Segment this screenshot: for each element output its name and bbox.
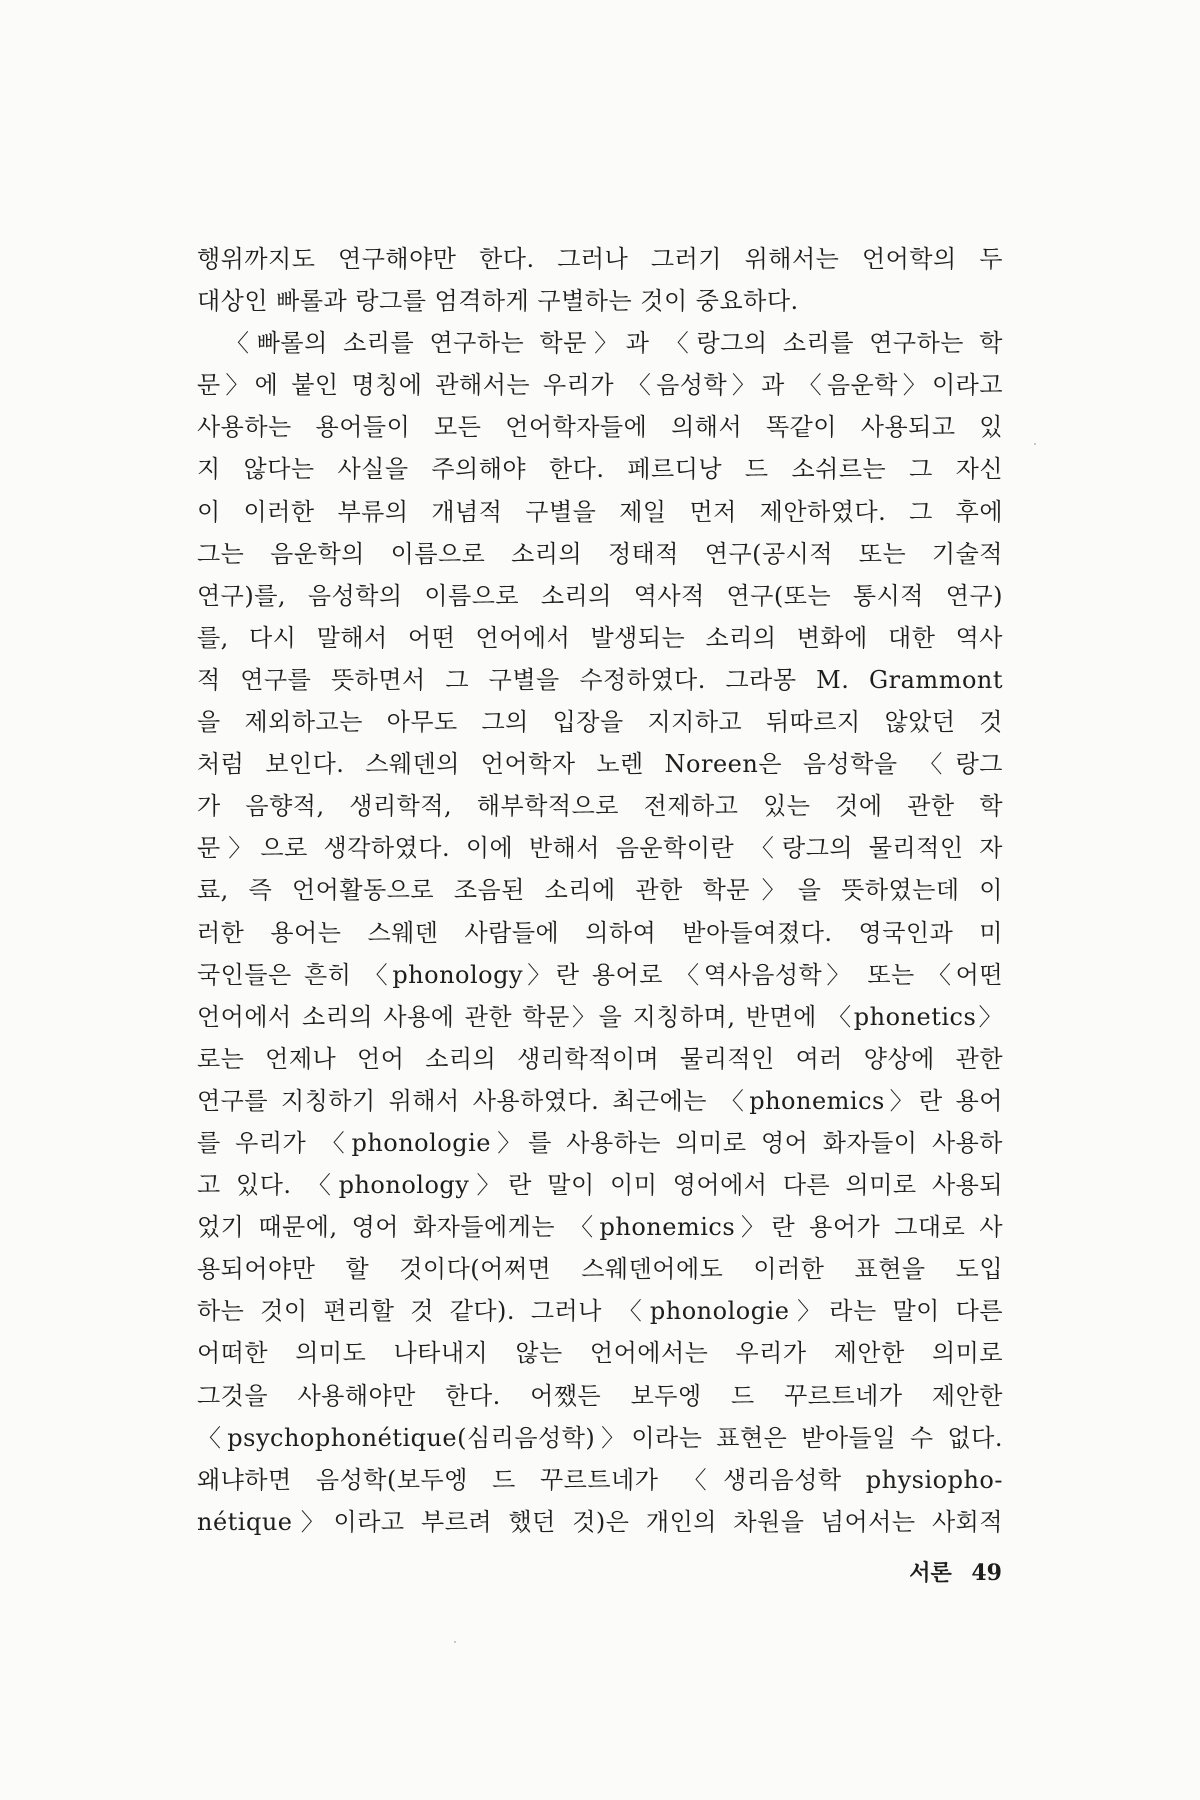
page-number: 49 xyxy=(971,1560,1002,1586)
text-line: 를, 다시 말해서 어떤 언어에서 발생되는 소리의 변화에 대한 역사 xyxy=(197,623,1003,652)
text-line: 대상인 빠롤과 랑그를 엄격하게 구별하는 것이 중요하다. xyxy=(197,287,799,316)
page-footer xyxy=(882,1556,1002,1587)
text-line: 문〉으로 생각하였다. 이에 반해서 음운학이란 〈랑그의 물리적인 자 xyxy=(197,834,1003,863)
text-line: 문〉에 붙인 명칭에 관해서는 우리가 〈음성학〉과 〈음운학〉이라고 xyxy=(197,371,1003,400)
text-line: 을 제외하고는 아무도 그의 입장을 지지하고 뒤따르지 않았던 것 xyxy=(197,708,1003,737)
text-line: 료, 즉 언어활동으로 조음된 소리에 관한 학문〉을 뜻하였는데 이 xyxy=(197,876,1003,905)
text-line: 〈빠롤의 소리를 연구하는 학문〉과 〈랑그의 소리를 연구하는 학 xyxy=(225,329,1003,358)
text-line: 언어에서 소리의 사용에 관한 학문〉을 지칭하며, 반면에 〈phonetics〉 xyxy=(197,1002,1003,1031)
text-line: 어떠한 의미도 나타내지 않는 언어에서는 우리가 제안한 의미로 xyxy=(197,1339,1003,1368)
text-line: 왜냐하면 음성학(보두엥 드 꾸르트네가 〈생리음성학 physiopho- xyxy=(197,1465,1003,1494)
text-line: 연구)를, 음성학의 이름으로 소리의 역사적 연구(또는 통시적 연구) xyxy=(197,581,1003,610)
text-line: 었기 때문에, 영어 화자들에게는 〈phonemics〉란 용어가 그대로 사 xyxy=(197,1213,1003,1242)
text-line: 용되어야만 할 것이다(어쩌면 스웨덴어에도 이러한 표현을 도입 xyxy=(197,1255,1003,1284)
text-line: 를 우리가 〈phonologie〉를 사용하는 의미로 영어 화자들이 사용하 xyxy=(197,1128,1003,1157)
text-line: nétique〉이라고 부르려 했던 것)은 개인의 차원을 넘어서는 사회적 xyxy=(197,1507,1003,1536)
text-line: 적 연구를 뜻하면서 그 구별을 수정하였다. 그라몽 M. Grammont xyxy=(197,665,1003,694)
text-line: 로는 언제나 언어 소리의 생리학적이며 물리적인 여러 양상에 관한 xyxy=(197,1044,1003,1073)
text-line: 사용하는 용어들이 모든 언어학자들에 의해서 똑같이 사용되고 있 xyxy=(197,413,1003,442)
text-line: 국인들은 흔히 〈phonology〉란 용어로 〈역사음성학〉 또는 〈어떤 xyxy=(197,960,1003,989)
text-line: 고 있다. 〈phonology〉란 말이 이미 영어에서 다른 의미로 사용되 xyxy=(197,1171,1003,1200)
scan-speck xyxy=(1034,443,1036,445)
text-line: 처럼 보인다. 스웨덴의 언어학자 노렌 Noreen은 음성학을 〈랑그 xyxy=(197,750,1003,779)
text-line: 그는 음운학의 이름으로 소리의 정태적 연구(공시적 또는 기술적 xyxy=(197,539,1003,568)
text-line: 그것을 사용해야만 한다. 어쨌든 보두엥 드 꾸르트네가 제안한 xyxy=(197,1381,1003,1410)
text-line: 가 음향적, 생리학적, 해부학적으로 전제하고 있는 것에 관한 학 xyxy=(197,792,1003,821)
text-line: 연구를 지칭하기 위해서 사용하였다. 최근에는 〈phonemics〉란 용어 xyxy=(197,1086,1003,1115)
text-line: 러한 용어는 스웨덴 사람들에 의하여 받아들여졌다. 영국인과 미 xyxy=(197,918,1003,947)
text-line: 행위까지도 연구해야만 한다. 그러나 그러기 위해서는 언어학의 두 xyxy=(197,245,1003,273)
text-line: 지 않다는 사실을 주의해야 한다. 페르디낭 드 소쉬르는 그 자신 xyxy=(197,455,1003,484)
text-line: 하는 것이 편리할 것 같다). 그러나 〈phonologie〉라는 말이 다른 xyxy=(197,1297,1003,1326)
body-text xyxy=(197,238,1003,1543)
scan-speck xyxy=(454,1641,456,1643)
section-title: 서론 xyxy=(909,1560,952,1586)
text-line: 이 이러한 부류의 개념적 구별을 제일 먼저 제안하였다. 그 후에 xyxy=(197,497,1003,526)
text-line: 〈psychophonétique(심리음성학)〉이라는 표현은 받아들일 수 없다. xyxy=(197,1423,1003,1452)
